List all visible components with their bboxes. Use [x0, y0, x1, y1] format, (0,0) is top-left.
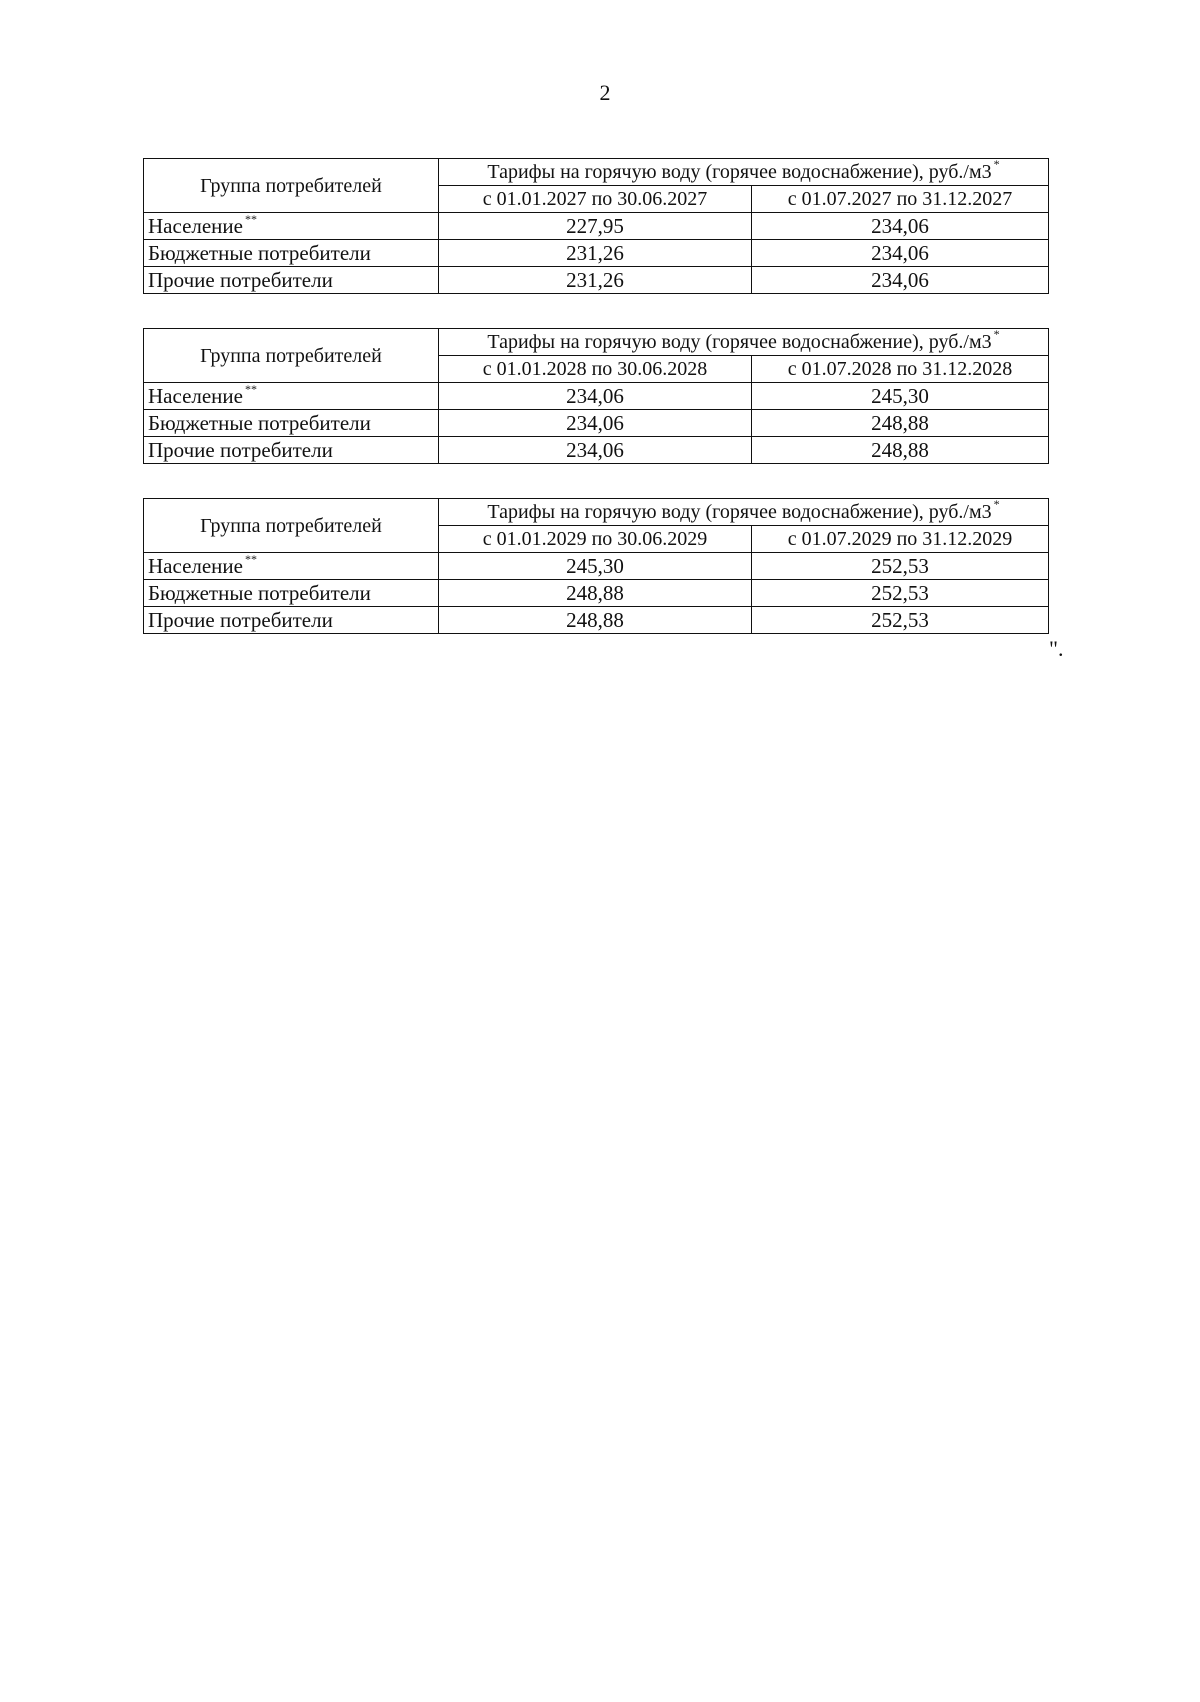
footnote-mark: **	[244, 212, 257, 226]
tariff-value: 245,30	[439, 553, 752, 580]
table-row	[144, 240, 1049, 267]
tariff-value: 252,53	[752, 553, 1049, 580]
period-header: с 01.07.2029 по 31.12.2029	[752, 526, 1049, 553]
tariff-header: Тарифы на горячую воду (горячее водоснабжение), руб./м3 *	[439, 159, 1049, 186]
row-label: Население **	[144, 213, 439, 240]
tariff-table-2028	[143, 328, 1049, 464]
row-label: Бюджетные потребители	[144, 580, 439, 607]
period-header: с 01.07.2027 по 31.12.2027	[752, 186, 1049, 213]
row-label: Прочие потребители	[144, 267, 439, 294]
tariff-table-2029	[143, 498, 1049, 634]
tariff-value: 248,88	[439, 580, 752, 607]
period-header: с 01.01.2029 по 30.06.2029	[439, 526, 752, 553]
tariff-value: 248,88	[752, 410, 1049, 437]
row-label: Прочие потребители	[144, 607, 439, 634]
footnote-mark: **	[244, 552, 257, 566]
page-number: 2	[599, 80, 611, 105]
table-row	[144, 553, 1049, 580]
tariff-value: 234,06	[752, 267, 1049, 294]
tariff-value: 248,88	[752, 437, 1049, 464]
footnote-mark: *	[993, 497, 1000, 512]
row-label: Бюджетные потребители	[144, 410, 439, 437]
tariff-header: Тарифы на горячую воду (горячее водоснабжение), руб./м3 *	[439, 329, 1049, 356]
period-header: с 01.07.2028 по 31.12.2028	[752, 356, 1049, 383]
tariff-value: 252,53	[752, 607, 1049, 634]
period-header: с 01.01.2028 по 30.06.2028	[439, 356, 752, 383]
row-label: Население **	[144, 553, 439, 580]
tariff-value: 231,26	[439, 267, 752, 294]
table-header-row	[144, 159, 1049, 186]
tariff-value: 234,06	[439, 383, 752, 410]
footnote-mark: *	[993, 327, 1000, 342]
consumer-group-header: Группа потребителей	[144, 329, 439, 383]
tariff-value: 252,53	[752, 580, 1049, 607]
table-header-row	[144, 329, 1049, 356]
period-header: с 01.01.2027 по 30.06.2027	[439, 186, 752, 213]
row-label: Население **	[144, 383, 439, 410]
table-row	[144, 213, 1049, 240]
tariff-header: Тарифы на горячую воду (горячее водоснабжение), руб./м3 *	[439, 499, 1049, 526]
consumer-group-header: Группа потребителей	[144, 499, 439, 553]
table-row	[144, 383, 1049, 410]
table-row	[144, 267, 1049, 294]
tariff-value: 248,88	[439, 607, 752, 634]
table-row	[144, 437, 1049, 464]
closing-quote: ".	[1049, 636, 1064, 661]
row-label: Бюджетные потребители	[144, 240, 439, 267]
footnote-mark: **	[244, 382, 257, 396]
consumer-group-header: Группа потребителей	[144, 159, 439, 213]
tariff-table-2027	[143, 158, 1049, 294]
table-row	[144, 410, 1049, 437]
tariff-value: 234,06	[439, 410, 752, 437]
tariff-value: 234,06	[752, 240, 1049, 267]
table-row	[144, 607, 1049, 634]
tariff-value: 245,30	[752, 383, 1049, 410]
tariff-value: 227,95	[439, 213, 752, 240]
footnote-mark: *	[993, 157, 1000, 172]
tariff-value: 231,26	[439, 240, 752, 267]
table-header-row	[144, 499, 1049, 526]
tariff-value: 234,06	[752, 213, 1049, 240]
tariff-value: 234,06	[439, 437, 752, 464]
table-row	[144, 580, 1049, 607]
row-label: Прочие потребители	[144, 437, 439, 464]
